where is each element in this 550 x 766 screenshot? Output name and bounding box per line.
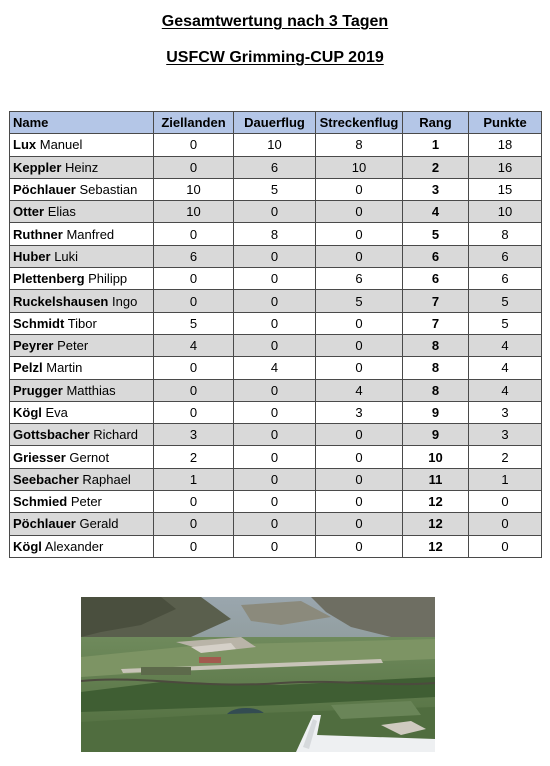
- table-row: [10, 134, 542, 156]
- cell-dauerflug: 0: [234, 491, 316, 513]
- last-name: Pöchlauer: [13, 516, 76, 532]
- column-header-dauerflug: Dauerflug: [234, 112, 316, 134]
- cell-streckenflug: 0: [316, 312, 403, 334]
- cell-punkte: 5: [469, 312, 542, 334]
- last-name: Schmied: [13, 494, 68, 510]
- cell-ziellanden: 0: [154, 357, 234, 379]
- cell-rang: 3: [403, 178, 469, 200]
- cell-name: [10, 468, 154, 490]
- cell-rang: 11: [403, 468, 469, 490]
- cell-rang: 12: [403, 535, 469, 557]
- table-row: [10, 223, 542, 245]
- cell-dauerflug: 0: [234, 290, 316, 312]
- cell-streckenflug: 0: [316, 223, 403, 245]
- cell-rang: 2: [403, 156, 469, 178]
- cell-dauerflug: 0: [234, 468, 316, 490]
- column-header-streckenflug: Streckenflug: [316, 112, 403, 134]
- cell-dauerflug: 0: [234, 513, 316, 535]
- table-row: [10, 178, 542, 200]
- cell-punkte: 18: [469, 134, 542, 156]
- first-name: Peter: [70, 494, 102, 510]
- cell-name: [10, 245, 154, 267]
- cell-dauerflug: 5: [234, 178, 316, 200]
- cell-ziellanden: 0: [154, 379, 234, 401]
- cell-name: [10, 268, 154, 290]
- cell-punkte: 4: [469, 334, 542, 356]
- cell-streckenflug: 0: [316, 424, 403, 446]
- cell-ziellanden: 0: [154, 491, 234, 513]
- first-name: Luki: [54, 248, 79, 264]
- first-name: Raphael: [82, 471, 131, 487]
- cell-rang: 12: [403, 513, 469, 535]
- first-name: Tibor: [67, 315, 97, 331]
- first-name: Alexander: [44, 538, 104, 554]
- cell-dauerflug: 0: [234, 312, 316, 334]
- last-name: Griesser: [13, 449, 66, 465]
- column-header-ziellanden: Ziellanden: [154, 112, 234, 134]
- last-name: Pöchlauer: [13, 182, 76, 198]
- cell-name: [10, 357, 154, 379]
- cell-ziellanden: 0: [154, 223, 234, 245]
- table-row: [10, 245, 542, 267]
- cell-rang: 12: [403, 491, 469, 513]
- page-title: Gesamtwertung nach 3 Tagen: [161, 13, 389, 30]
- cell-name: [10, 491, 154, 513]
- cell-dauerflug: 0: [234, 334, 316, 356]
- cell-name: [10, 201, 154, 223]
- last-name: Prugger: [13, 382, 63, 398]
- results-table: [9, 111, 542, 558]
- cell-rang: 6: [403, 268, 469, 290]
- cell-name: [10, 446, 154, 468]
- table-body: [10, 134, 542, 558]
- table-row: [10, 491, 542, 513]
- cell-punkte: 6: [469, 245, 542, 267]
- cell-streckenflug: 8: [316, 134, 403, 156]
- cell-rang: 1: [403, 134, 469, 156]
- last-name: Gottsbacher: [13, 427, 90, 443]
- column-header-punkte: Punkte: [469, 112, 542, 134]
- first-name: Manfred: [66, 226, 115, 242]
- cell-name: [10, 178, 154, 200]
- cell-streckenflug: 6: [316, 268, 403, 290]
- cell-rang: 10: [403, 446, 469, 468]
- cell-dauerflug: 0: [234, 201, 316, 223]
- first-name: Matthias: [66, 382, 116, 398]
- last-name: Pelzl: [13, 360, 43, 376]
- cell-streckenflug: 0: [316, 468, 403, 490]
- cell-name: [10, 535, 154, 557]
- first-name: Sebastian: [79, 182, 138, 198]
- table-row: [10, 401, 542, 423]
- last-name: Seebacher: [13, 471, 79, 487]
- cell-name: [10, 290, 154, 312]
- cell-ziellanden: 0: [154, 513, 234, 535]
- last-name: Otter: [13, 204, 45, 220]
- table-row: [10, 268, 542, 290]
- table-row: [10, 468, 542, 490]
- cell-rang: 7: [403, 290, 469, 312]
- cell-streckenflug: 0: [316, 491, 403, 513]
- cell-ziellanden: 3: [154, 424, 234, 446]
- cell-name: [10, 401, 154, 423]
- cell-ziellanden: 6: [154, 245, 234, 267]
- table-row: [10, 446, 542, 468]
- cell-rang: 6: [403, 245, 469, 267]
- last-name: Keppler: [13, 159, 62, 175]
- table-row: [10, 513, 542, 535]
- last-name: Peyrer: [13, 338, 54, 354]
- cell-dauerflug: 0: [234, 535, 316, 557]
- cell-streckenflug: 0: [316, 334, 403, 356]
- page-subtitle: USFCW Grimming-CUP 2019: [166, 49, 384, 66]
- cell-name: [10, 424, 154, 446]
- cell-dauerflug: 4: [234, 357, 316, 379]
- cell-streckenflug: 0: [316, 513, 403, 535]
- cell-rang: 8: [403, 379, 469, 401]
- cell-punkte: 0: [469, 535, 542, 557]
- cell-ziellanden: 10: [154, 178, 234, 200]
- first-name: Eva: [45, 405, 68, 420]
- cell-rang: 9: [403, 401, 469, 423]
- cell-ziellanden: 0: [154, 290, 234, 312]
- last-name: Kögl: [13, 405, 42, 420]
- table-row: [10, 334, 542, 356]
- cell-rang: 7: [403, 312, 469, 334]
- cell-rang: 5: [403, 223, 469, 245]
- cell-streckenflug: 0: [316, 446, 403, 468]
- cell-name: [10, 334, 154, 356]
- cell-ziellanden: 0: [154, 401, 234, 423]
- cell-ziellanden: 2: [154, 446, 234, 468]
- cell-punkte: 5: [469, 290, 542, 312]
- cell-ziellanden: 0: [154, 268, 234, 290]
- cell-ziellanden: 0: [154, 535, 234, 557]
- first-name: Ingo: [112, 293, 138, 309]
- cell-punkte: 3: [469, 424, 542, 446]
- last-name: Ruckelshausen: [13, 293, 109, 309]
- cell-streckenflug: 4: [316, 379, 403, 401]
- cell-dauerflug: 0: [234, 245, 316, 267]
- aerial-photo: [81, 597, 435, 752]
- cell-streckenflug: 5: [316, 290, 403, 312]
- cell-dauerflug: 10: [234, 134, 316, 156]
- cell-dauerflug: 0: [234, 401, 316, 423]
- cell-punkte: 0: [469, 513, 542, 535]
- last-name: Lux: [13, 137, 37, 153]
- cell-streckenflug: 0: [316, 535, 403, 557]
- cell-rang: 8: [403, 334, 469, 356]
- cell-streckenflug: 0: [316, 357, 403, 379]
- cell-punkte: 1: [469, 468, 542, 490]
- table-row: [10, 156, 542, 178]
- cell-punkte: 4: [469, 357, 542, 379]
- first-name: Martin: [46, 360, 83, 376]
- cell-dauerflug: 6: [234, 156, 316, 178]
- table-row: [10, 312, 542, 334]
- table-row: [10, 290, 542, 312]
- cell-streckenflug: 3: [316, 401, 403, 423]
- cell-name: [10, 156, 154, 178]
- cell-dauerflug: 8: [234, 223, 316, 245]
- table-row: [10, 535, 542, 557]
- first-name: Manuel: [39, 137, 83, 153]
- cell-punkte: 10: [469, 201, 542, 223]
- table-row: [10, 201, 542, 223]
- first-name: Richard: [93, 427, 138, 443]
- table-header-row: [10, 112, 542, 134]
- cell-ziellanden: 1: [154, 468, 234, 490]
- cell-ziellanden: 4: [154, 334, 234, 356]
- cell-name: [10, 223, 154, 245]
- cell-streckenflug: 10: [316, 156, 403, 178]
- cell-punkte: 8: [469, 223, 542, 245]
- cell-name: [10, 513, 154, 535]
- cell-ziellanden: 0: [154, 134, 234, 156]
- cell-punkte: 16: [469, 156, 542, 178]
- last-name: Schmidt: [13, 315, 65, 331]
- cell-dauerflug: 0: [234, 379, 316, 401]
- cell-streckenflug: 0: [316, 201, 403, 223]
- cell-dauerflug: 0: [234, 268, 316, 290]
- first-name: Gerald: [79, 516, 119, 532]
- first-name: Elias: [47, 204, 76, 220]
- first-name: Peter: [57, 338, 89, 354]
- cell-dauerflug: 0: [234, 446, 316, 468]
- cell-streckenflug: 0: [316, 245, 403, 267]
- first-name: Philipp: [88, 271, 128, 287]
- cell-dauerflug: 0: [234, 424, 316, 446]
- cell-ziellanden: 0: [154, 156, 234, 178]
- cell-punkte: 0: [469, 491, 542, 513]
- table-row: [10, 379, 542, 401]
- last-name: Huber: [13, 248, 51, 264]
- cell-punkte: 3: [469, 401, 542, 423]
- cell-streckenflug: 0: [316, 178, 403, 200]
- last-name: Ruthner: [13, 226, 63, 242]
- last-name: Plettenberg: [13, 271, 85, 287]
- cell-rang: 8: [403, 357, 469, 379]
- cell-rang: 4: [403, 201, 469, 223]
- cell-punkte: 6: [469, 268, 542, 290]
- cell-name: [10, 312, 154, 334]
- column-header-name: Name: [10, 112, 154, 134]
- cell-punkte: 4: [469, 379, 542, 401]
- table-row: [10, 424, 542, 446]
- last-name: Kögl: [13, 538, 42, 554]
- cell-rang: 9: [403, 424, 469, 446]
- cell-punkte: 15: [469, 178, 542, 200]
- table-row: [10, 357, 542, 379]
- cell-ziellanden: 10: [154, 201, 234, 223]
- column-header-rang: Rang: [403, 112, 469, 134]
- first-name: Gernot: [69, 449, 110, 465]
- cell-name: [10, 134, 154, 156]
- cell-name: [10, 379, 154, 401]
- cell-punkte: 2: [469, 446, 542, 468]
- cell-ziellanden: 5: [154, 312, 234, 334]
- first-name: Heinz: [65, 159, 99, 175]
